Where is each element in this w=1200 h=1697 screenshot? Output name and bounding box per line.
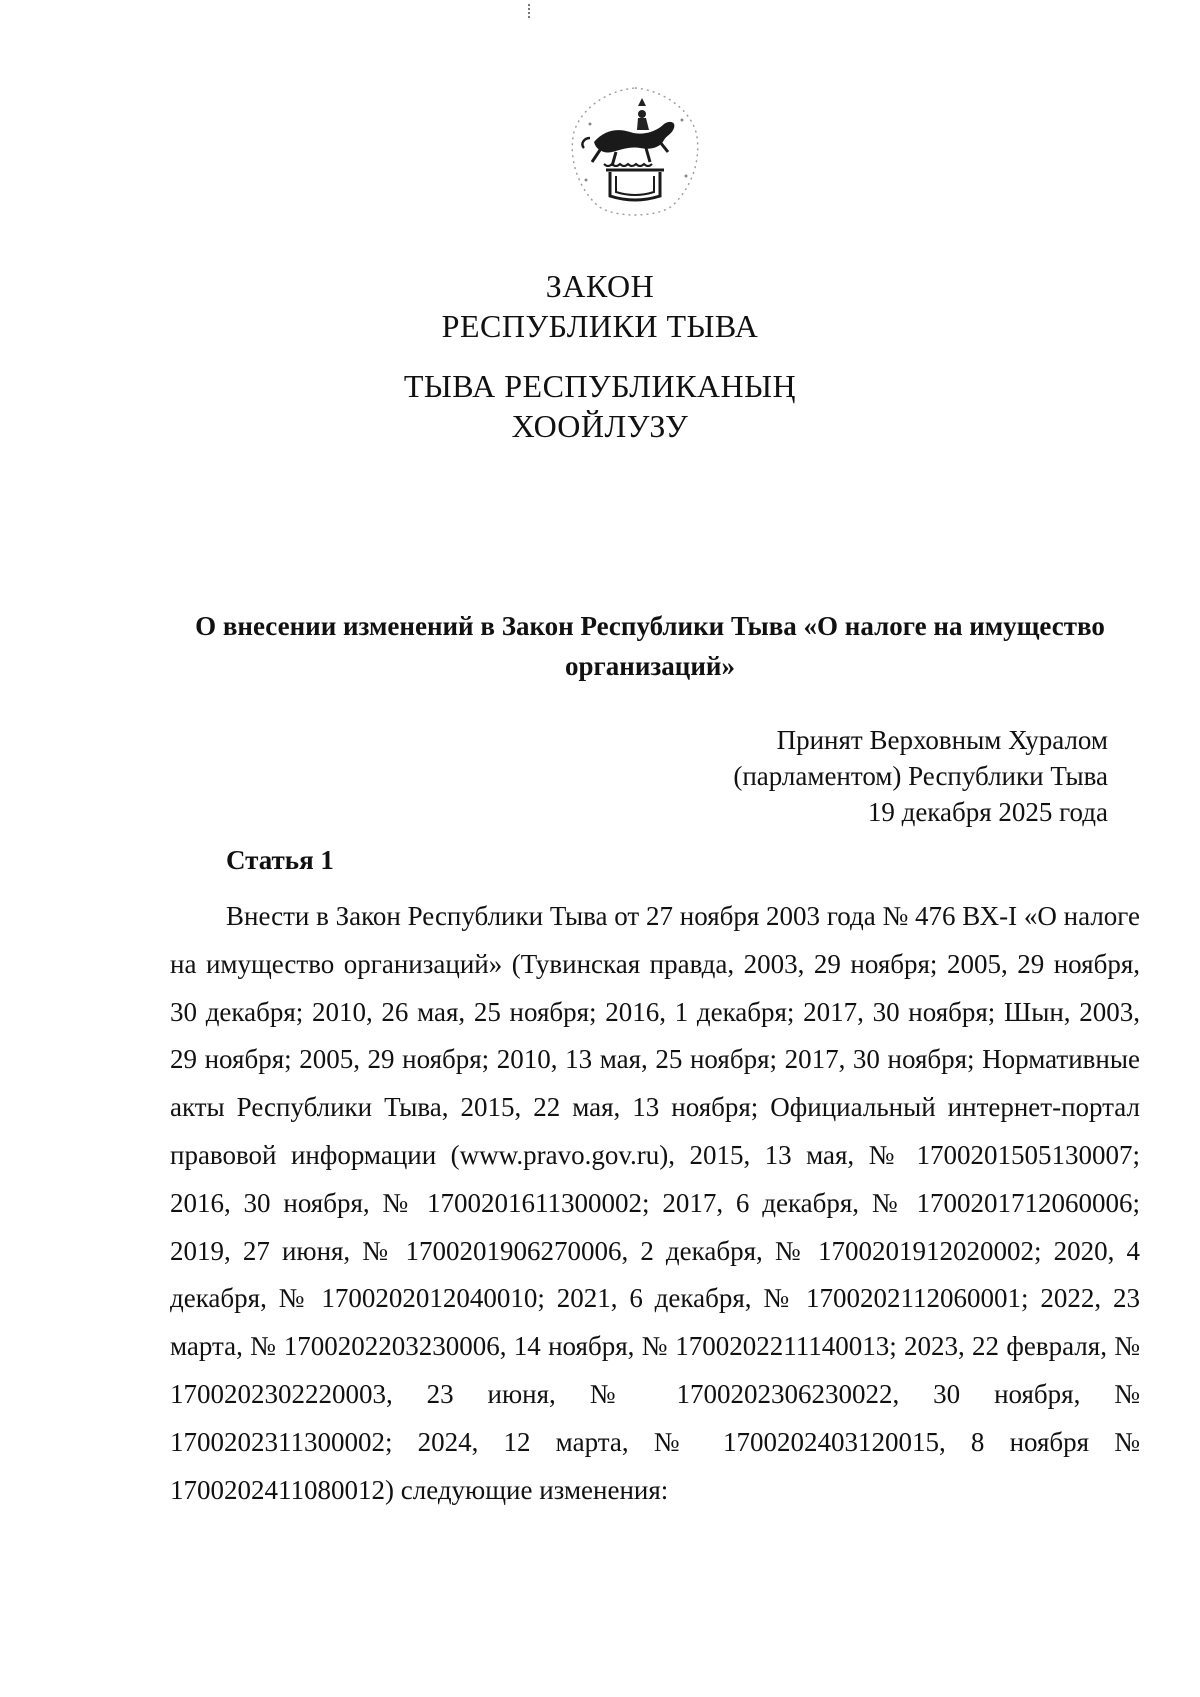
header-line-tuvan-republic: ТЫВА РЕСПУБЛИКАНЫҢ <box>403 368 797 404</box>
adoption-line-1: Принят Верховным Хуралом <box>776 725 1108 755</box>
header-line-republic: РЕСПУБЛИКИ ТЫВА <box>441 308 759 344</box>
scan-artifact <box>528 4 532 18</box>
header-line-law: ЗАКОН <box>545 268 655 304</box>
article-body: Внести в Закон Республики Тыва от 27 ноября 2003 года № 476 ВХ-I «О налоге на имущество организаций» (Тувинская правда, 2003, 29 ноября; 2005, 29 ноября, 30 декабря; 2010, 26 мая, 25 ноября; 2016, 1 декабря; 2017, 30 ноября; Шын, 2003, 29 ноября; 2005, 29 ноября; 2010, 13 мая, 25 ноября; 2017, 30 ноября; Нормативные акты Республики Тыва, 2015, 22 мая, 13 ноября; Официальный интернет-портал правовой информации (www.pravo.gov.ru), 2015, 13 мая, № 1700201505130007; 2016, 30 ноября, № 1700201611300002; 2017, 6 декабря, № 1700201712060006; 2019, 27 июня, № 1700201906270006, 2 декабря, № 1700201912020002; 2020, 4 декабря, № 1700202012040010; 2021, 6 декабря, № 1700202112060001; 2022, 23 марта, № 1700202203230006, 14 ноября, № 1700202211140013; 2023, 22 февраля, № 1700202302220003, 23 июня, № 1700202306230022, 30 ноября, № 1700202311300002; 2024, 12 марта, № 1700202403120015, 8 ноября № 1700202411080012) следующие изменения: <box>170 901 1140 1505</box>
law-title: О внесении изменений в Закон Республики Тыва «О налоге на имущество организаций» <box>195 611 1105 681</box>
tuva-coat-of-arms-icon <box>560 80 710 230</box>
header-line-tuvan-law: ХООЙЛУЗУ <box>511 408 689 444</box>
adoption-date: 19 декабря 2025 года <box>867 797 1108 827</box>
adoption-note <box>733 722 1108 830</box>
article-heading: Статья 1 <box>226 845 334 875</box>
adoption-line-2: (парламентом) Республики Тыва <box>733 761 1108 791</box>
